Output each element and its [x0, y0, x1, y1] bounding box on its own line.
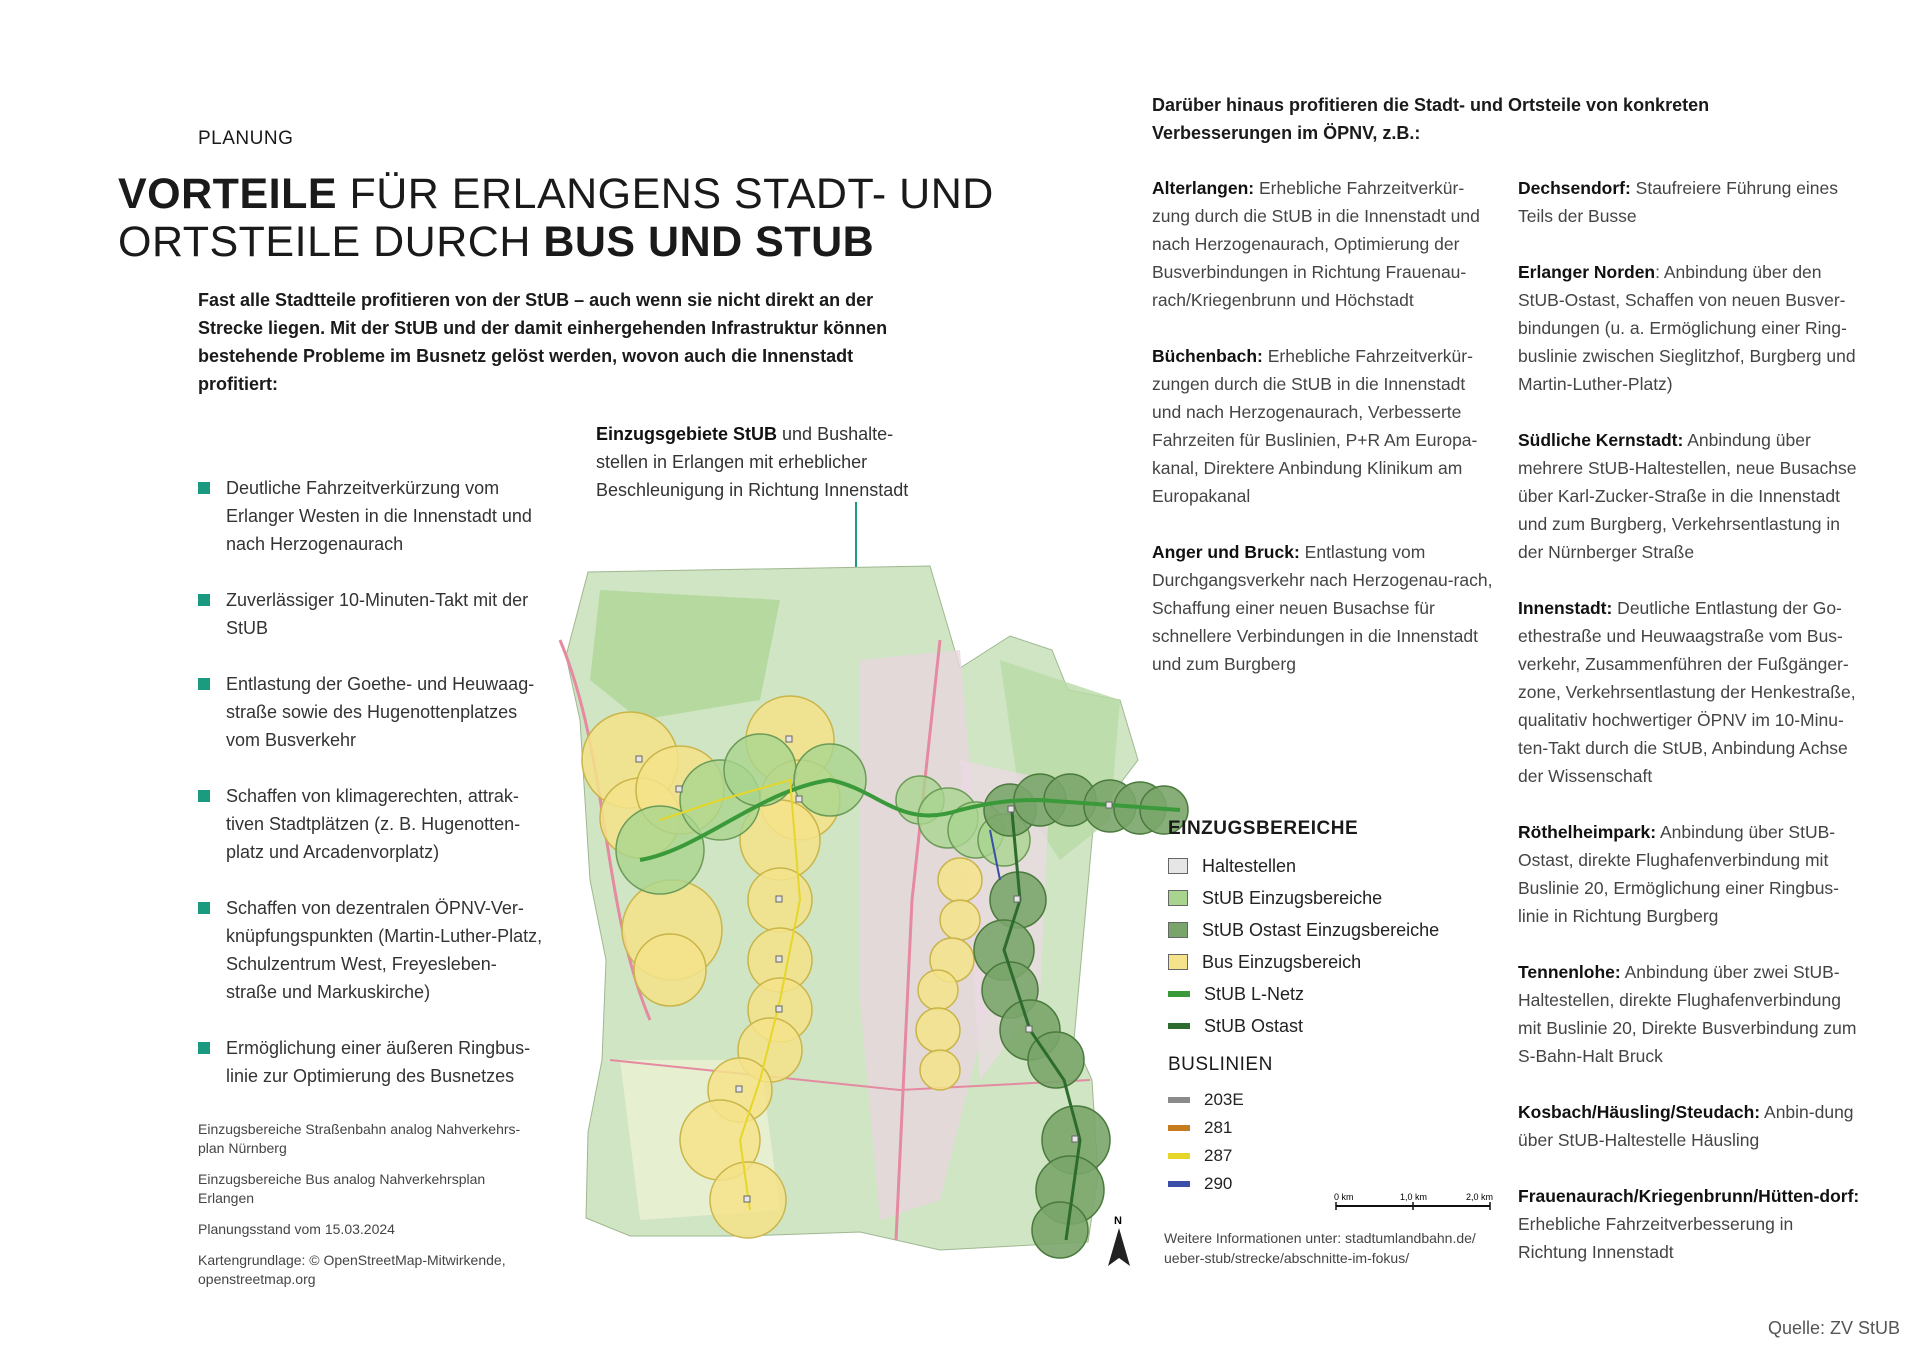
legend-label: StUB L-Netz: [1204, 983, 1305, 1004]
legend-label: 281: [1204, 1118, 1233, 1137]
district-column-2: [1518, 174, 1863, 1294]
district-entry: [1152, 174, 1497, 314]
legend-label: StUB Einzugsbereiche: [1202, 887, 1383, 908]
district-text: Erhebliche Fahrzeitverbesserung in Richtung Innenstadt: [1518, 1214, 1794, 1262]
legend-item: [1168, 850, 1498, 882]
district-entry: [1518, 594, 1863, 790]
legend-item: [1168, 882, 1498, 914]
district-name: Alterlangen:: [1152, 178, 1255, 198]
legend-label: Haltestellen: [1202, 855, 1297, 876]
district-name: Anger und Bruck:: [1152, 542, 1300, 562]
district-name: Erlanger Norden: [1518, 262, 1656, 282]
district-text: Erhebliche Fahrzeitverkür-zungen durch die StUB in die Innenstadt und nach Herzogenaurach, Verbesserte Fahrzeiten für Buslinien, P+R Am Europa-kanal, Direktere Anbindung Klinikum am Europakanal: [1152, 346, 1478, 506]
note: Planungsstand vom 15.03.2024: [198, 1221, 395, 1237]
district-text: Anbindung über mehrere StUB-Haltestellen, neue Busachse über Karl-Zucker-Straße in die Innenstadt und zum Burgberg, Verkehrsentlastung in der Nürnberger Straße: [1518, 430, 1857, 562]
bullet-text: Entlastung der Goethe- und Heuwaag-straße sowie des Hugenottenplatzes vom Busverkehr: [226, 674, 535, 750]
bullet-text: Schaffen von dezentralen ÖPNV-Ver-knüpfungspunkten (Martin-Luther-Platz, Schulzentrum West, Freyesleben-straße und Markuskirche): [226, 898, 543, 1002]
legend-item: [1168, 1142, 1498, 1170]
legend-item: [1168, 1114, 1498, 1142]
district-name: Südliche Kernstadt:: [1518, 430, 1684, 450]
legend-item: [1168, 1010, 1498, 1042]
district-entry: [1518, 174, 1863, 230]
legend-label: StUB Ostast Einzugsbereiche: [1202, 919, 1440, 940]
bus-legend-title: BUSLINIEN: [1168, 1054, 1273, 1075]
intro-text: Fast alle Stadtteile profitieren von der StUB – auch wenn sie nicht direkt an der Strecke liegen. Mit der StUB und der damit einhergehenden Infrastruktur können bestehende Probleme im Busnetz gelöst werden, wovon auch die Innenstadt profitiert:: [198, 290, 888, 394]
more-info-link[interactable]: Weitere Informationen unter: stadtumlandbahn.de/ ueber-stub/strecke/abschnitte-im-fokus/: [1164, 1230, 1476, 1266]
district-text: Erhebliche Fahrzeitverkür-zung durch die StUB in die Innenstadt und nach Herzogenaurach, Optimierung der Busverbindungen in Richtung Frauenau-rach/Kriegenbrunn und Höchstadt: [1152, 178, 1480, 310]
legend-title: EINZUGSBEREICHE: [1168, 818, 1359, 839]
bus-line-swatch-icon: [1168, 1097, 1190, 1103]
title-text-2: ORTSTEILE DURCH: [118, 218, 544, 266]
legend-item: [1168, 914, 1498, 946]
district-entry: [1518, 1098, 1863, 1154]
district-name: Röthelheimpark:: [1518, 822, 1657, 842]
scale-bar: [1334, 1192, 1494, 1218]
district-text: : Anbindung über den StUB-Ostast, Schaffen von neuen Busver-bindungen (u. a. Ermöglichung einer Ring-buslinie zwischen Sieglitzhof, Burgberg und Martin-Luther-Platz): [1518, 262, 1856, 394]
district-entry: [1518, 958, 1863, 1070]
district-entry: [1152, 342, 1497, 510]
district-entry: [1518, 258, 1863, 398]
intro-right: Darüber hinaus profitieren die Stadt- und Ortsteile von konkreten Verbesserungen im ÖPNV, z.B.:: [1152, 95, 1710, 143]
district-text: Entlastung vom Durchgangsverkehr nach Herzogenau-rach, Schaffung einer neuen Busachse für schnellere Verbindungen in die Innenstadt und zum Burgberg: [1152, 542, 1493, 674]
bullet-text: Zuverlässiger 10-Minuten-Takt mit der StUB: [226, 590, 529, 638]
district-text: Anbin-dung über StUB-Haltestelle Häusling: [1518, 1102, 1854, 1150]
bullet-text: Ermöglichung einer äußeren Ringbus-linie zur Optimierung des Busnetzes: [226, 1038, 531, 1086]
stub-area-swatch-icon: [1168, 890, 1188, 906]
bullet-text: Schaffen von klimagerechten, attrak-tiven Stadtplätzen (z. B. Hugenotten-platz und Arcadenvorplatz): [226, 786, 521, 862]
legend-item: [1168, 978, 1498, 1010]
north-arrow-icon: [1104, 1212, 1134, 1268]
map-legend: [1168, 818, 1498, 1198]
district-name: Büchenbach:: [1152, 346, 1263, 366]
scale-label-0: 0 km: [1334, 1192, 1354, 1202]
bus-line-swatch-icon: [1168, 1125, 1190, 1131]
legend-label: StUB Ostast: [1204, 1015, 1304, 1036]
title-bold-2: BUS UND STUB: [543, 218, 875, 266]
source-credit: Quelle: ZV StUB: [1767, 1318, 1900, 1338]
district-name: Kosbach/Häusling/Steudach:: [1518, 1102, 1761, 1122]
bus-area-swatch-icon: [1168, 954, 1188, 970]
section-kicker: PLANUNG: [198, 128, 294, 149]
bullet-text: Deutliche Fahrzeitverkürzung vom Erlanger Westen in die Innenstadt und nach Herzogenaurach: [226, 478, 532, 554]
district-name: Dechsendorf:: [1518, 178, 1631, 198]
ostast-area-swatch-icon: [1168, 922, 1188, 938]
stub-line-swatch-icon: [1168, 991, 1190, 997]
ostast-line-swatch-icon: [1168, 1023, 1190, 1029]
district-text: Deutliche Entlastung der Go-ethestraße und Heuwaagstraße vom Bus-verkehr, Zusammenführen der Fußgänger-zone, Verkehrsentlastung der Henkestraße, qualitativ hochwertiger ÖPNV im 10-Minu-ten-Takt durch die StUB, Anbindung Achse der Wissenschaft: [1518, 598, 1856, 786]
north-label: N: [1114, 1215, 1122, 1227]
district-entry: [1152, 538, 1497, 678]
callout-text: und Bushalte-stellen in Erlangen mit erheblicher Beschleunigung in Richtung Innenstadt: [596, 424, 909, 500]
note: Kartengrundlage: © OpenStreetMap-Mitwirkende, openstreetmap.org: [198, 1252, 506, 1287]
legend-label: 287: [1204, 1146, 1233, 1165]
district-name: Innenstadt:: [1518, 598, 1613, 618]
district-name: Frauenaurach/Kriegenbrunn/Hütten-dorf:: [1518, 1186, 1860, 1206]
legend-item: [1168, 1086, 1498, 1114]
stop-swatch-icon: [1168, 858, 1188, 874]
district-text: Staufreiere Führung eines Teils der Busse: [1518, 178, 1839, 226]
legend-item: [1168, 946, 1498, 978]
legend-label: 203E: [1204, 1090, 1244, 1109]
district-text: Anbindung über StUB-Ostast, direkte Flughafenverbindung mit Buslinie 20, Ermöglichung einer Ringbus-linie in Richtung Burgberg: [1518, 822, 1840, 926]
scale-label-1: 1,0 km: [1400, 1192, 1428, 1202]
legend-label: 290: [1204, 1174, 1233, 1193]
district-name: Tennenlohe:: [1518, 962, 1621, 982]
title-text-1: FÜR ERLANGENS STADT- UND: [337, 170, 994, 218]
bus-line-swatch-icon: [1168, 1181, 1190, 1187]
district-entry: [1518, 818, 1863, 930]
note: Einzugsbereiche Straßenbahn analog Nahverkehrs-plan Nürnberg: [198, 1121, 521, 1156]
forest-area: [590, 590, 780, 720]
district-entry: [1518, 426, 1863, 566]
bus-line-swatch-icon: [1168, 1153, 1190, 1159]
callout-bold: Einzugsgebiete StUB: [596, 424, 778, 444]
note: Einzugsbereiche Bus analog Nahverkehrsplan Erlangen: [198, 1171, 486, 1206]
district-text: Anbindung über zwei StUB-Haltestellen, direkte Flughafenverbindung mit Buslinie 20, Direkte Busverbindung zum S-Bahn-Halt Bruck: [1518, 962, 1857, 1066]
district-entry: [1518, 1182, 1863, 1266]
legend-label: Bus Einzugsbereich: [1202, 951, 1362, 972]
district-column-1: [1152, 174, 1497, 706]
scale-label-2: 2,0 km: [1466, 1192, 1494, 1202]
title-bold-1: VORTEILE: [118, 170, 338, 218]
